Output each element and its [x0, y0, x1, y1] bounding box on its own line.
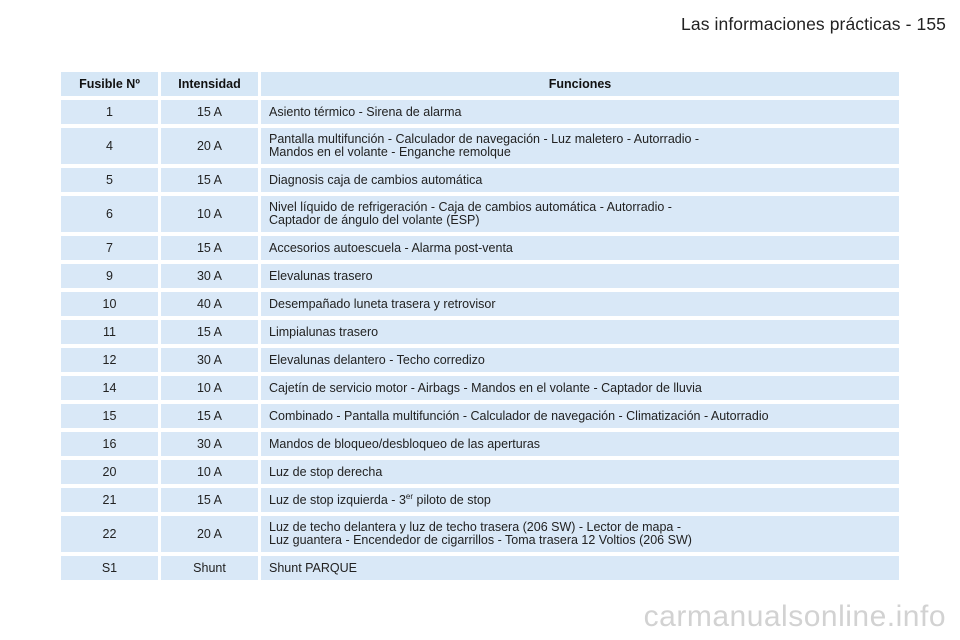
functions-line: Elevalunas trasero [269, 268, 373, 283]
table-row [61, 128, 899, 164]
fuse-number-cell: 16 [61, 432, 158, 456]
functions-line: Mandos en el volante - Enganche remolque [269, 145, 511, 159]
column-header-functions: Funciones [261, 72, 899, 96]
amperage-cell: 15 A [161, 488, 258, 512]
functions-cell [261, 516, 899, 552]
ordinal-superscript: er [405, 491, 414, 501]
functions-cell [261, 236, 899, 260]
functions-line: Shunt PARQUE [269, 560, 358, 575]
functions-line: Captador de ángulo del volante (ESP) [269, 213, 480, 227]
table-row [61, 196, 899, 232]
amperage-cell: 15 A [161, 236, 258, 260]
functions-cell [261, 128, 899, 164]
functions-cell [261, 348, 899, 372]
amperage-cell: 15 A [161, 100, 258, 124]
amperage-cell: 10 A [161, 376, 258, 400]
functions-line: Asiento térmico - Sirena de alarma [269, 104, 462, 119]
functions-cell [261, 376, 899, 400]
functions-cell [261, 404, 899, 428]
functions-line: Diagnosis caja de cambios automática [269, 172, 483, 187]
functions-line: Mandos de bloqueo/desbloqueo de las aperturas [269, 436, 541, 451]
fuse-number-cell: 7 [61, 236, 158, 260]
table-row [61, 460, 899, 484]
table-row [61, 264, 899, 288]
fuse-number-cell: 12 [61, 348, 158, 372]
amperage-cell: 30 A [161, 432, 258, 456]
amperage-cell: 20 A [161, 516, 258, 552]
table-row [61, 404, 899, 428]
fuse-number-cell: 21 [61, 488, 158, 512]
functions-cell [261, 488, 899, 512]
amperage-cell: 15 A [161, 168, 258, 192]
functions-cell [261, 292, 899, 316]
functions-cell [261, 432, 899, 456]
functions-line: Accesorios autoescuela - Alarma post-venta [269, 240, 513, 255]
table-row [61, 376, 899, 400]
functions-cell [261, 320, 899, 344]
fuse-table [58, 68, 902, 584]
functions-line [269, 491, 899, 507]
amperage-cell: 30 A [161, 264, 258, 288]
fuse-number-cell: 20 [61, 460, 158, 484]
functions-line: Desempañado luneta trasera y retrovisor [269, 296, 496, 311]
functions-line: Combinado - Pantalla multifunción - Calculador de navegación - Climatización - Autorradio [269, 408, 769, 423]
table-row [61, 168, 899, 192]
fuse-number-cell: 4 [61, 128, 158, 164]
amperage-cell: 30 A [161, 348, 258, 372]
table-row [61, 292, 899, 316]
functions-line: Limpialunas trasero [269, 324, 379, 339]
functions-text: piloto de stop [413, 492, 491, 507]
functions-cell [261, 168, 899, 192]
table-row [61, 556, 899, 580]
fuse-number-cell: 6 [61, 196, 158, 232]
fuse-number-cell: 15 [61, 404, 158, 428]
watermark-text: carmanualsonline.info [643, 600, 946, 633]
column-header-amperage: Intensidad [161, 72, 258, 96]
functions-line: Elevalunas delantero - Techo corredizo [269, 352, 485, 367]
functions-line: Cajetín de servicio motor - Airbags - Mandos en el volante - Captador de lluvia [269, 380, 702, 395]
functions-cell [261, 196, 899, 232]
functions-line: Luz guantera - Encendedor de cigarrillos - Toma trasera 12 Voltios (206 SW) [269, 533, 692, 547]
page-title: Las informaciones prácticas - 155 [681, 14, 946, 34]
functions-line: Luz de stop derecha [269, 464, 383, 479]
functions-line: Nivel líquido de refrigeración - Caja de cambios automática - Autorradio - [269, 200, 672, 214]
functions-text: Luz de stop izquierda - 3 [269, 492, 406, 507]
table-row [61, 236, 899, 260]
fuse-number-cell: 1 [61, 100, 158, 124]
table-row [61, 320, 899, 344]
fuse-number-cell: S1 [61, 556, 158, 580]
table-row [61, 516, 899, 552]
fuse-number-cell: 22 [61, 516, 158, 552]
table-row [61, 432, 899, 456]
fuse-number-cell: 9 [61, 264, 158, 288]
amperage-cell: 15 A [161, 320, 258, 344]
amperage-cell: Shunt [161, 556, 258, 580]
table-row [61, 348, 899, 372]
table-header-row [61, 72, 899, 96]
functions-cell [261, 556, 899, 580]
amperage-cell: 40 A [161, 292, 258, 316]
fuse-number-cell: 10 [61, 292, 158, 316]
fuse-number-cell: 11 [61, 320, 158, 344]
fuse-number-cell: 5 [61, 168, 158, 192]
table-row [61, 488, 899, 512]
functions-cell [261, 460, 899, 484]
column-header-fuse: Fusible Nº [61, 72, 158, 96]
fuse-number-cell: 14 [61, 376, 158, 400]
table-row [61, 100, 899, 124]
functions-cell [261, 264, 899, 288]
amperage-cell: 10 A [161, 196, 258, 232]
functions-line: Pantalla multifunción - Calculador de navegación - Luz maletero - Autorradio - [269, 132, 700, 146]
functions-line: Luz de techo delantera y luz de techo trasera (206 SW) - Lector de mapa - [269, 520, 682, 534]
amperage-cell: 20 A [161, 128, 258, 164]
amperage-cell: 15 A [161, 404, 258, 428]
functions-cell [261, 100, 899, 124]
amperage-cell: 10 A [161, 460, 258, 484]
